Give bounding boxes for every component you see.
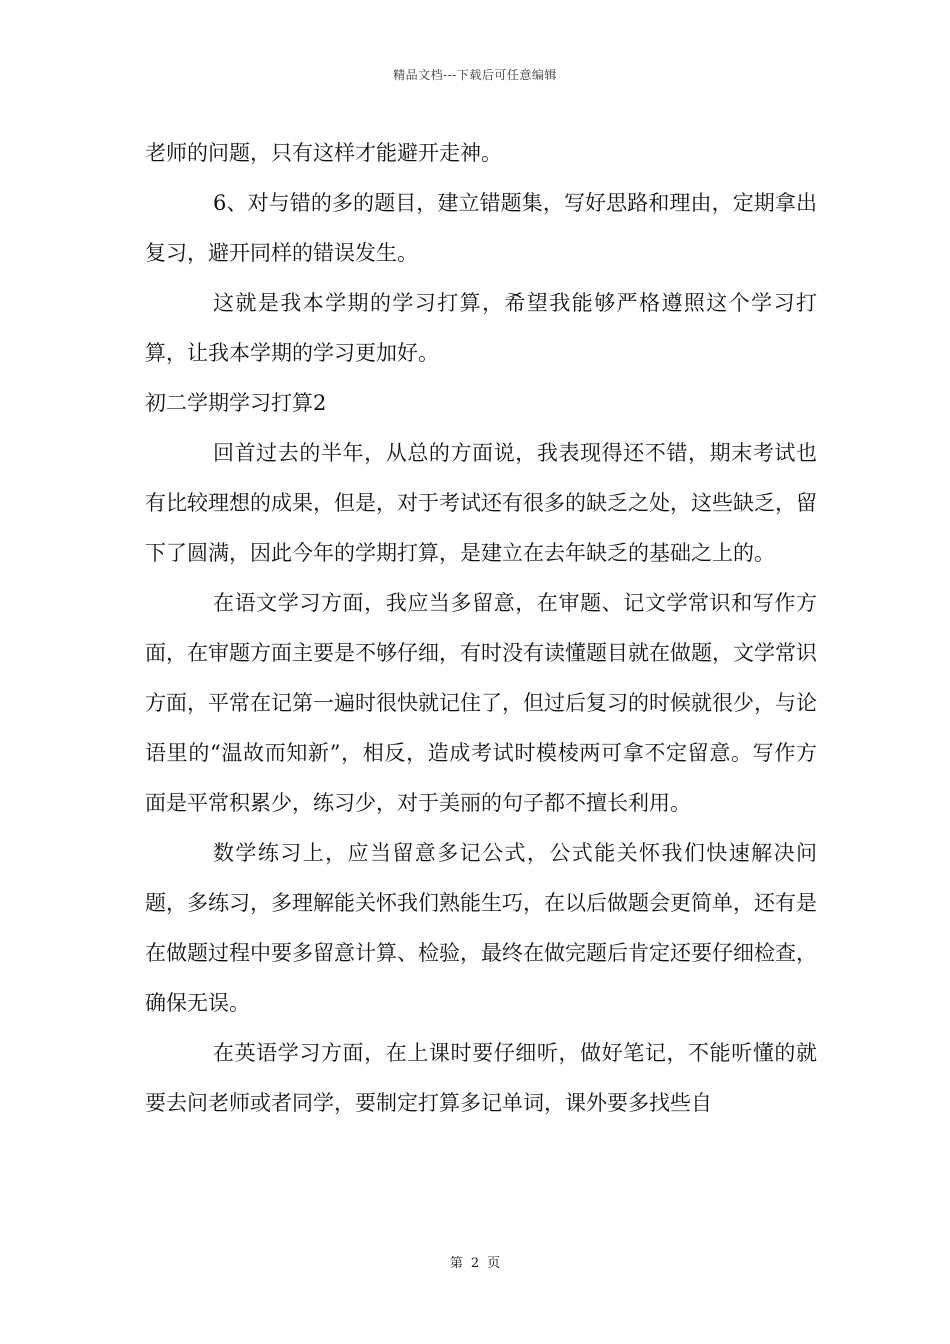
- paragraph-7: 在英语学习方面，在上课时要仔细听，做好笔记，不能听懂的就要去问老师或者同学，要制定打算多记单词，课外要多找些自: [145, 1041, 817, 1115]
- page-footer: [0, 1252, 950, 1271]
- page-number-suffix: 页: [487, 1256, 501, 1271]
- paragraph-6: 数学练习上，应当留意多记公式，公式能关怀我们快速解决问题，多练习，多理解能关怀我们熟能生巧，在以后做题会更简单，还有是在做题过程中要多留意计算、检验，最终在做完题后肯定还要仔细检查，确保无误。: [145, 841, 817, 1015]
- paragraph-2: 6、对与错的多的题目，建立错题集，写好思路和理由，定期拿出复习，避开同样的错误发生。: [145, 191, 817, 265]
- page-number-prefix: 第: [449, 1256, 463, 1271]
- page-number: 2: [470, 1256, 480, 1271]
- paragraph-3: 这就是我本学期的学习打算，希望我能够严格遵照这个学习打算，让我本学期的学习更加好。: [145, 291, 817, 365]
- paragraph-4: 回首过去的半年，从总的方面说，我表现得还不错，期末考试也有比较理想的成果，但是，对于考试还有很多的缺乏之处，这些缺乏，留下了圆满，因此今年的学期打算，是建立在去年缺乏的基础之上的。: [145, 441, 817, 565]
- paragraph-5: 在语文学习方面，我应当多留意，在审题、记文学常识和写作方面，在审题方面主要是不够仔细，有时没有读懂题目就在做题，文学常识方面，平常在记第一遍时很快就记住了，但过后复习的时候就很少，与论语里的“温故而知新”，相反，造成考试时模棱两可拿不定留意。写作方面是平常积累少，练习少，对于美丽的句子都不擅长利用。: [145, 591, 817, 815]
- document-body: [145, 128, 817, 1128]
- paragraph-1: 老师的问题，只有这样才能避开走神。: [145, 141, 502, 165]
- section-heading: 初二学期学习打算2: [145, 391, 327, 415]
- page-header: 精品文档---下载后可任意编辑: [393, 68, 557, 82]
